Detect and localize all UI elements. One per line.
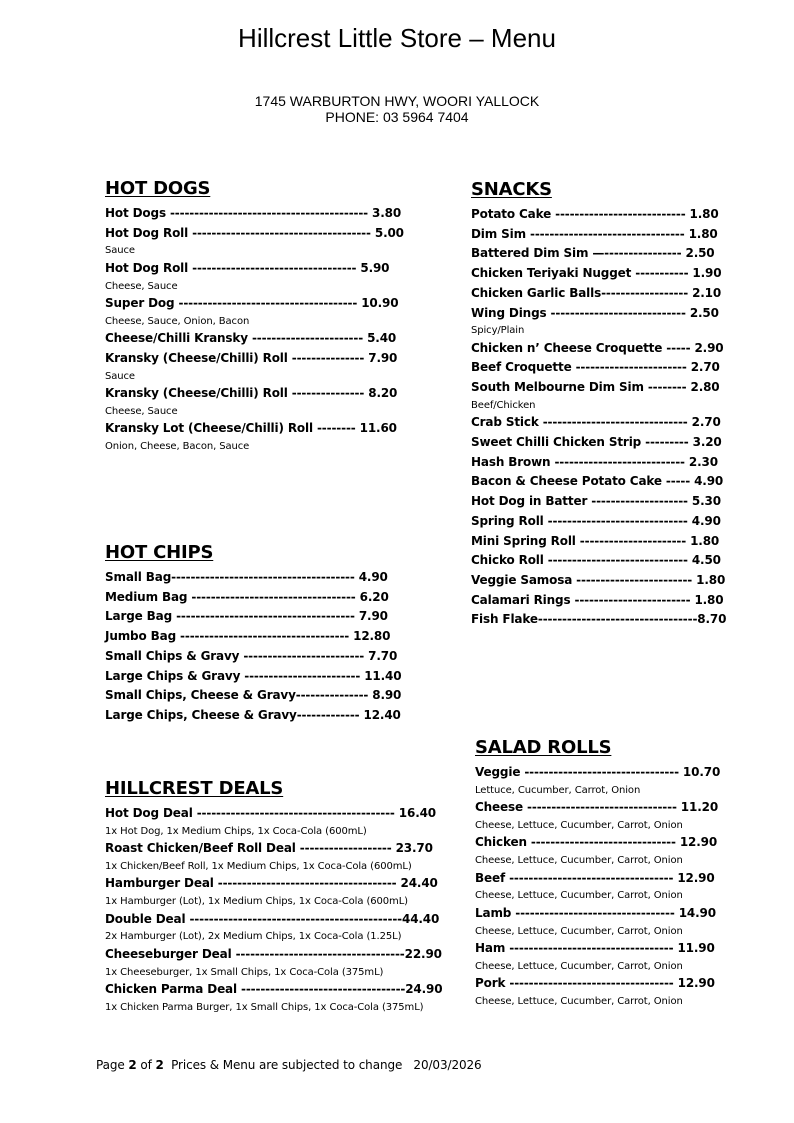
footer-of-word: of <box>140 1058 152 1072</box>
footer-date: 20/03/2026 <box>413 1058 482 1072</box>
menu-item <box>471 551 726 571</box>
menu-item-description: 1x Hamburger (Lot), 1x Medium Chips, 1x Coca-Cola (600mL) <box>105 896 408 908</box>
menu-item <box>105 706 401 726</box>
menu-item-description: Sauce <box>105 245 135 257</box>
menu-item-description: 2x Hamburger (Lot), 2x Medium Chips, 1x Coca-Cola (1.25L) <box>105 931 402 943</box>
footer-page-total: 2 <box>155 1058 164 1072</box>
menu-item <box>471 610 726 630</box>
menu-item-name-price: Mini Spring Roll ---------------------- 1.80 <box>471 533 720 548</box>
menu-item <box>475 869 720 904</box>
menu-item <box>105 910 442 945</box>
menu-item <box>471 532 726 552</box>
menu-item-description: Cheese, Lettuce, Cucumber, Carrot, Onion <box>475 995 683 1007</box>
menu-item-description: 1x Chicken/Beef Roll, 1x Medium Chips, 1x Coca-Cola (600mL) <box>105 860 412 872</box>
menu-item <box>471 284 726 304</box>
menu-item <box>105 384 404 419</box>
menu-item <box>471 433 726 453</box>
menu-item <box>471 225 726 245</box>
menu-item-name-price: Pork ---------------------------------- 12.90 <box>475 976 715 991</box>
menu-item-name-price: Chicken n’ Cheese Croquette ----- 2.90 <box>471 340 724 355</box>
menu-item-name-price: Battered Dim Sim —---------------- 2.50 <box>471 246 715 261</box>
menu-item-name-price: Small Bag-------------------------------------- 4.90 <box>105 570 388 584</box>
menu-item-name-price: Hot Dog Roll ------------------------------------- 5.00 <box>105 225 404 240</box>
menu-item <box>105 874 442 909</box>
menu-item <box>105 607 401 627</box>
menu-item <box>105 588 401 608</box>
menu-item <box>105 980 442 1015</box>
menu-item <box>105 686 401 706</box>
store-address: 1745 WARBURTON HWY, WOORI YALLOCK <box>254 93 540 109</box>
menu-item <box>471 571 726 591</box>
menu-item <box>475 763 720 798</box>
menu-item <box>471 378 726 413</box>
menu-item-name-price: Sweet Chilli Chicken Strip --------- 3.20 <box>471 435 722 450</box>
section-salad-rolls <box>475 737 720 1009</box>
menu-item-name-price: Lamb --------------------------------- 14.90 <box>475 905 716 920</box>
menu-item <box>105 804 442 839</box>
menu-item-name-price: Small Chips & Gravy ------------------------- 7.70 <box>105 648 398 663</box>
menu-item-name-price: Chicken ------------------------------ 12.90 <box>475 835 718 850</box>
menu-item-name-price: Veggie Samosa ------------------------ 1.80 <box>471 572 726 587</box>
menu-item <box>471 472 726 492</box>
menu-item-name-price: Hash Brown --------------------------- 2.30 <box>471 454 718 469</box>
menu-item-description: Cheese, Sauce <box>105 405 178 417</box>
menu-item <box>105 259 404 294</box>
menu-item <box>105 294 404 329</box>
menu-item-name-price: Medium Bag ---------------------------------- 6.20 <box>105 589 389 604</box>
menu-item <box>105 419 404 454</box>
menu-item-name-price: Cheese ------------------------------- 11.20 <box>475 800 719 815</box>
menu-item <box>471 205 726 225</box>
menu-item-description: 1x Chicken Parma Burger, 1x Small Chips, 1x Coca-Cola (375mL) <box>105 1001 424 1013</box>
menu-item-name-price: Bacon & Cheese Potato Cake ----- 4.90 <box>471 474 724 489</box>
section-hot-chips <box>105 542 401 726</box>
menu-item <box>471 512 726 532</box>
menu-item-name-price: Cheese/Chilli Kransky ----------------------- 5.40 <box>105 331 397 346</box>
menu-item-name-price: Dim Sim -------------------------------- 1.80 <box>471 226 718 241</box>
menu-item-name-price: Chicko Roll ----------------------------- 4.50 <box>471 553 721 568</box>
menu-item-name-price: Hot Dogs ----------------------------------------- 3.80 <box>105 206 402 220</box>
section-title: HOT DOGS <box>105 178 211 199</box>
section-hot-dogs <box>105 178 404 455</box>
menu-item-description: 1x Cheeseburger, 1x Small Chips, 1x Coca-Cola (375mL) <box>105 966 384 978</box>
menu-items <box>105 804 442 1015</box>
menu-item-name-price: Hot Dog Deal ----------------------------------------- 16.40 <box>105 806 436 820</box>
menu-item-name-price: Chicken Teriyaki Nugget ----------- 1.90 <box>471 266 722 281</box>
store-contact <box>0 93 794 125</box>
menu-item <box>105 349 404 384</box>
menu-item-name-price: Kransky Lot (Cheese/Chilli) Roll -------- 11.60 <box>105 421 397 436</box>
menu-item-name-price: Crab Stick ------------------------------ 2.70 <box>471 415 721 430</box>
menu-item-description: Spicy/Plain <box>471 325 525 337</box>
menu-item-description: Lettuce, Cucumber, Carrot, Onion <box>475 784 641 796</box>
menu-item-name-price: South Melbourne Dim Sim -------- 2.80 <box>471 380 720 395</box>
section-title: HOT CHIPS <box>105 542 214 563</box>
menu-item-name-price: Calamari Rings ------------------------ 1.80 <box>471 592 724 607</box>
menu-item <box>471 244 726 264</box>
menu-item-description: Cheese, Lettuce, Cucumber, Carrot, Onion <box>475 855 683 867</box>
store-phone: PHONE: 03 5964 7404 <box>325 109 469 125</box>
menu-item <box>471 492 726 512</box>
menu-item <box>471 304 726 339</box>
footer-page-word: Page <box>96 1058 125 1072</box>
menu-item-name-price: Ham ---------------------------------- 11.90 <box>475 941 715 956</box>
menu-item <box>475 904 720 939</box>
menu-item-description: Sauce <box>105 370 135 382</box>
section-title: HILLCREST DEALS <box>105 778 284 799</box>
menu-item-name-price: Potato Cake --------------------------- 1.80 <box>471 207 719 221</box>
menu-items <box>475 763 720 1009</box>
menu-item-name-price: Fish Flake---------------------------------8.70 <box>471 612 727 627</box>
menu-item-description: Onion, Cheese, Bacon, Sauce <box>105 441 250 453</box>
menu-item-description: Beef/Chicken <box>471 399 536 411</box>
section-title: SALAD ROLLS <box>475 737 612 758</box>
section-hillcrest-deals <box>105 778 442 1015</box>
menu-item-name-price: Small Chips, Cheese & Gravy--------------- 8.90 <box>105 688 402 703</box>
menu-item-description: Cheese, Lettuce, Cucumber, Carrot, Onion <box>475 890 683 902</box>
menu-item-name-price: Beef ---------------------------------- 12.90 <box>475 870 715 885</box>
menu-item-description: Cheese, Sauce <box>105 280 178 292</box>
menu-item-name-price: Super Dog ------------------------------------- 10.90 <box>105 296 399 311</box>
menu-item <box>475 974 720 1009</box>
menu-items <box>105 204 404 455</box>
page-footer <box>96 1058 482 1072</box>
menu-items <box>471 205 726 630</box>
menu-item-description: Cheese, Lettuce, Cucumber, Carrot, Onion <box>475 960 683 972</box>
footer-page-number: 2 <box>128 1058 137 1072</box>
menu-item <box>105 667 401 687</box>
menu-item <box>471 453 726 473</box>
menu-item <box>475 939 720 974</box>
menu-item <box>471 358 726 378</box>
menu-item-name-price: Large Chips, Cheese & Gravy------------- 12.40 <box>105 707 401 722</box>
menu-item <box>471 591 726 611</box>
section-snacks <box>471 179 726 630</box>
menu-item <box>475 798 720 833</box>
menu-item-name-price: Jumbo Bag ----------------------------------- 12.80 <box>105 629 391 644</box>
menu-item-name-price: Large Bag ------------------------------------- 7.90 <box>105 609 388 624</box>
menu-item-name-price: Wing Dings ---------------------------- 2.50 <box>471 305 719 320</box>
menu-item <box>475 833 720 868</box>
menu-item-name-price: Hot Dog Roll ---------------------------------- 5.90 <box>105 260 390 275</box>
menu-item <box>105 627 401 647</box>
menu-item <box>105 945 442 980</box>
menu-item-description: 1x Hot Dog, 1x Medium Chips, 1x Coca-Cola (600mL) <box>105 825 367 837</box>
menu-item-name-price: Kransky (Cheese/Chilli) Roll --------------- 7.90 <box>105 351 398 366</box>
menu-item <box>471 264 726 284</box>
menu-item <box>105 839 442 874</box>
section-title: SNACKS <box>471 179 552 200</box>
menu-item <box>471 413 726 433</box>
menu-item <box>105 329 404 349</box>
menu-item-description: Cheese, Sauce, Onion, Bacon <box>105 315 250 327</box>
menu-item-name-price: Chicken Garlic Balls------------------ 2.10 <box>471 285 722 300</box>
menu-item <box>105 568 401 588</box>
menu-item-name-price: Spring Roll ----------------------------- 4.90 <box>471 513 721 528</box>
page-title: Hillcrest Little Store – Menu <box>238 23 556 53</box>
menu-item-name-price: Kransky (Cheese/Chilli) Roll --------------- 8.20 <box>105 386 398 401</box>
menu-item <box>105 647 401 667</box>
menu-item-description: Cheese, Lettuce, Cucumber, Carrot, Onion <box>475 925 683 937</box>
menu-item <box>105 224 404 259</box>
footer-note: Prices & Menu are subjected to change <box>171 1058 403 1072</box>
menu-item-name-price: Beef Croquette ----------------------- 2.70 <box>471 360 720 375</box>
menu-item-name-price: Roast Chicken/Beef Roll Deal ------------------- 23.70 <box>105 841 433 856</box>
menu-item-name-price: Chicken Parma Deal ----------------------------------24.90 <box>105 982 443 997</box>
menu-item-description: Cheese, Lettuce, Cucumber, Carrot, Onion <box>475 819 683 831</box>
menu-item <box>105 204 404 224</box>
menu-item <box>471 339 726 359</box>
menu-item-name-price: Hot Dog in Batter -------------------- 5.30 <box>471 494 721 509</box>
menu-item-name-price: Veggie -------------------------------- 10.70 <box>475 765 721 779</box>
menu-item-name-price: Large Chips & Gravy ------------------------ 11.40 <box>105 668 402 683</box>
menu-item-name-price: Hamburger Deal ------------------------------------- 24.40 <box>105 876 438 891</box>
menu-item-name-price: Double Deal --------------------------------------------44.40 <box>105 911 440 926</box>
menu-items <box>105 568 401 726</box>
menu-item-name-price: Cheeseburger Deal -----------------------------------22.90 <box>105 946 442 961</box>
